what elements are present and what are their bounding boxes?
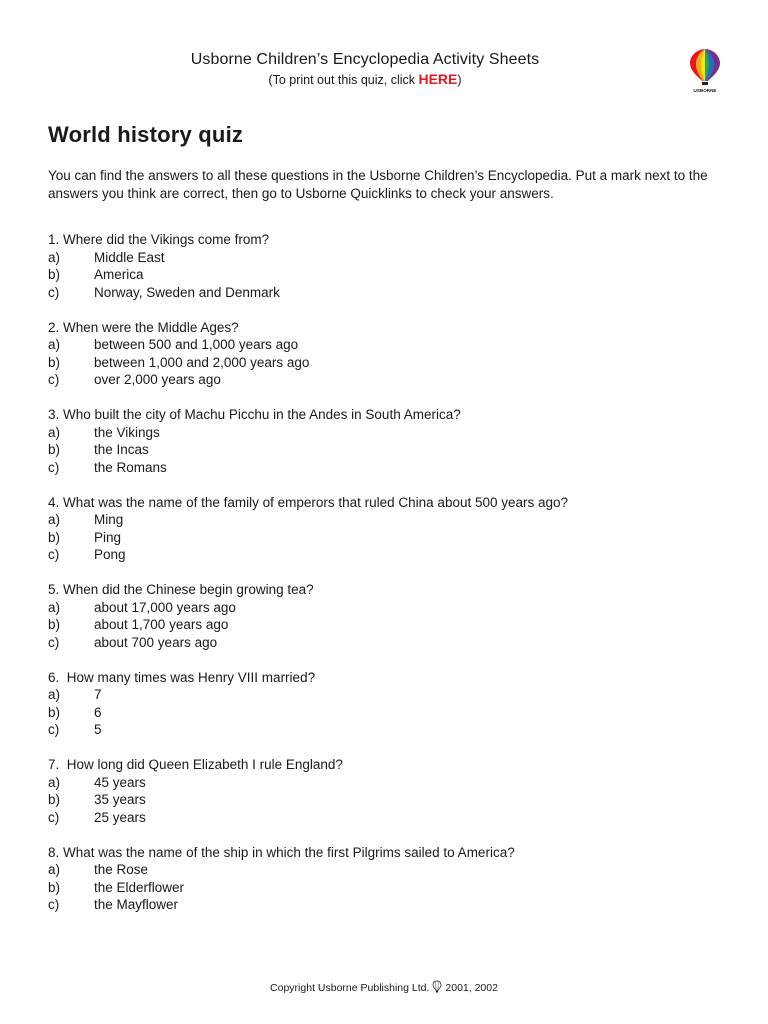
question-3 (48, 406, 748, 476)
page-title: World history quiz (48, 122, 244, 147)
question-4 (48, 494, 748, 564)
print-here-link[interactable]: HERE (418, 71, 458, 87)
option-letter: b) (48, 267, 61, 282)
option-letter: a) (48, 512, 61, 527)
balloon-icon (432, 980, 442, 994)
option-text: about 700 years ago (94, 634, 218, 650)
usborne-balloon-logo (688, 47, 722, 93)
answer-option[interactable] (48, 424, 748, 442)
answer-option[interactable] (48, 861, 748, 879)
option-text: 25 years (94, 809, 146, 825)
answer-option[interactable] (48, 599, 748, 617)
option-letter: a) (48, 862, 61, 877)
quiz-questions (48, 231, 748, 931)
answer-option[interactable] (48, 774, 748, 792)
option-text: about 1,700 years ago (94, 617, 229, 632)
option-text: 5 (94, 722, 102, 737)
print-suffix: ) (457, 73, 462, 87)
question-text: 5. When did the Chinese begin growing tea? (48, 582, 314, 597)
answer-option[interactable] (48, 634, 748, 652)
option-text: Ping (94, 529, 122, 545)
answer-option[interactable] (48, 459, 748, 477)
question-8 (48, 844, 748, 914)
answer-option[interactable] (48, 354, 748, 372)
option-text: the Elderflower (94, 879, 185, 895)
question-text: 4. What was the name of the family of emperors that ruled China about 500 years ago? (48, 494, 569, 510)
option-letter: a) (48, 599, 61, 615)
option-letter: b) (48, 442, 61, 457)
answer-option[interactable] (48, 266, 748, 284)
question-2 (48, 319, 748, 389)
answer-option[interactable] (48, 879, 748, 897)
question-7 (48, 756, 748, 826)
answer-option[interactable] (48, 809, 748, 827)
option-text: between 1,000 and 2,000 years ago (94, 354, 310, 370)
question-text: 2. When were the Middle Ages? (48, 319, 239, 335)
answer-option[interactable] (48, 441, 748, 459)
answer-option[interactable] (48, 511, 748, 529)
option-text: the Rose (94, 862, 149, 877)
option-letter: c) (48, 459, 60, 475)
answer-option[interactable] (48, 336, 748, 354)
option-text: the Incas (94, 442, 149, 457)
answer-option[interactable] (48, 704, 748, 722)
copyright-years: 2001, 2002 (445, 982, 498, 994)
question-text: 6. How many times was Henry VIII married? (48, 669, 316, 685)
option-letter: c) (48, 809, 60, 825)
option-letter: c) (48, 284, 60, 300)
answer-option[interactable] (48, 686, 748, 704)
copyright-text: Copyright Usborne Publishing Ltd. (270, 982, 430, 994)
option-letter: b) (48, 879, 61, 895)
answer-option[interactable] (48, 791, 748, 809)
option-letter: c) (48, 897, 60, 912)
option-text: Norway, Sweden and Denmark (94, 284, 280, 300)
answer-option[interactable] (48, 371, 748, 389)
question-text: 7. How long did Queen Elizabeth I rule England? (48, 757, 343, 772)
option-text: the Vikings (94, 424, 160, 440)
option-letter: c) (48, 722, 60, 737)
answer-option[interactable] (48, 284, 748, 302)
answer-option[interactable] (48, 546, 748, 564)
option-text: 35 years (94, 792, 146, 807)
question-text: 8. What was the name of the ship in which the first Pilgrims sailed to America? (48, 844, 515, 860)
option-letter: b) (48, 617, 61, 632)
answer-option[interactable] (48, 616, 748, 634)
option-text: Pong (94, 547, 126, 562)
question-1 (48, 231, 748, 301)
option-text: about 17,000 years ago (94, 599, 236, 615)
option-letter: b) (48, 354, 61, 370)
option-letter: c) (48, 547, 60, 562)
question-text: 3. Who built the city of Machu Picchu in the Andes in South America? (48, 407, 461, 422)
option-text: over 2,000 years ago (94, 372, 221, 387)
option-letter: a) (48, 424, 61, 440)
option-text: America (94, 267, 144, 282)
intro-paragraph: You can find the answers to all these questions in the Usborne Children’s Encyclopedia. Put a mark next to the answers you think are correct, then go to Usborne Quicklinks to check your answers. (48, 168, 708, 201)
option-letter: a) (48, 249, 61, 265)
print-prefix: (To print out this quiz, click (268, 73, 419, 87)
answer-option[interactable] (48, 249, 748, 267)
option-text: Ming (94, 512, 124, 527)
footer (0, 980, 768, 994)
option-text: the Mayflower (94, 897, 179, 912)
answer-option[interactable] (48, 721, 748, 739)
balloon-icon (690, 49, 720, 85)
answer-option[interactable] (48, 529, 748, 547)
option-text: the Romans (94, 459, 167, 475)
question-5 (48, 581, 748, 651)
logo-wordmark: USBORNE (693, 88, 717, 93)
option-text: Middle East (94, 249, 165, 265)
option-letter: b) (48, 792, 61, 807)
option-text: 45 years (94, 774, 146, 790)
answer-option[interactable] (48, 896, 748, 914)
option-letter: c) (48, 634, 60, 650)
option-letter: a) (48, 774, 61, 790)
option-letter: b) (48, 704, 61, 720)
question-6 (48, 669, 748, 739)
question-text: 1. Where did the Vikings come from? (48, 232, 270, 247)
option-letter: a) (48, 687, 61, 702)
option-text: 7 (94, 687, 102, 702)
header-title: Usborne Children’s Encyclopedia Activity Sheets (190, 51, 540, 68)
option-text: between 500 and 1,000 years ago (94, 337, 299, 352)
option-letter: a) (48, 337, 61, 352)
print-instructions (0, 71, 730, 87)
option-letter: c) (48, 372, 60, 387)
option-letter: b) (48, 529, 61, 545)
option-text: 6 (94, 704, 102, 720)
